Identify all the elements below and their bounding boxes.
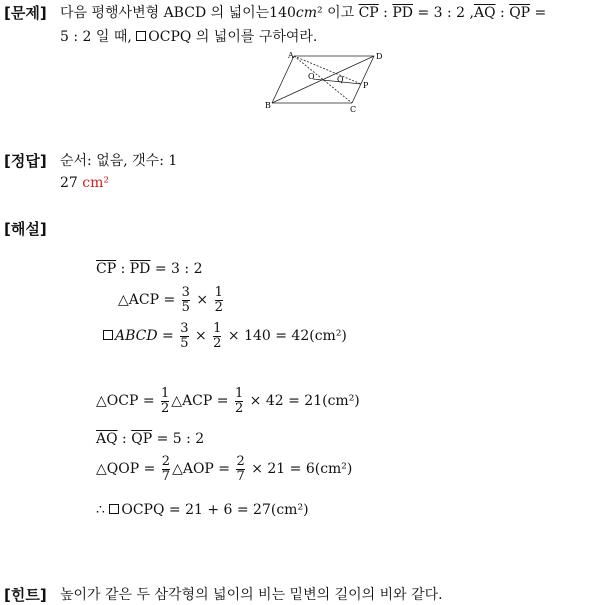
fraction xyxy=(215,286,223,314)
numerator: 1 xyxy=(234,386,244,401)
numerator: 1 xyxy=(161,386,170,401)
solution-step-4 xyxy=(96,387,360,415)
segment-aq: $\overline{AQ}$ xyxy=(473,5,496,21)
denominator: 5 xyxy=(181,299,190,315)
segment-ap xyxy=(294,56,361,84)
problem-text-c: = 3 : 2 , xyxy=(413,5,474,21)
problem-text-line2 xyxy=(60,26,317,46)
square-symbol-icon xyxy=(109,504,119,514)
edge-dc xyxy=(352,56,374,103)
fraction xyxy=(180,322,188,350)
square-symbol-icon xyxy=(136,31,146,41)
fraction xyxy=(162,455,170,483)
ratio-value: = 3 : 2 xyxy=(150,261,203,277)
hint-text: 높이가 같은 두 삼각형의 넓이의 비는 밑변의 길이의 비와 같다. xyxy=(60,587,443,603)
segment-qp: $\overline{QP}$ xyxy=(131,431,153,447)
solution-step-2 xyxy=(118,286,225,314)
solution-step-5 xyxy=(96,431,204,447)
label-q: Q xyxy=(337,75,344,84)
unit-cm: cm xyxy=(295,5,318,21)
eq-rhs: × 42 = 21(cm²) xyxy=(245,393,360,410)
segment-qp: $\overline{QP}$ xyxy=(509,5,531,21)
ratio-colon: : xyxy=(378,5,393,21)
numerator: 3 xyxy=(180,321,189,336)
answer-line1: 순서: 없음, 갯수: 1 xyxy=(60,153,178,169)
label-a: A xyxy=(288,51,294,60)
denominator: 7 xyxy=(161,468,171,484)
denominator: 2 xyxy=(214,299,223,315)
segment-pd: $\overline{PD}$ xyxy=(129,261,151,277)
numerator: 1 xyxy=(213,321,222,336)
label-c: C xyxy=(350,105,357,114)
segment-cp: $\overline{CP}$ xyxy=(358,5,379,21)
ratio-colon: : xyxy=(116,261,130,277)
denominator: 2 xyxy=(234,400,244,416)
segment-pd: $\overline{PD}$ xyxy=(392,5,413,21)
hint-label: [힌트] xyxy=(4,586,47,604)
fraction xyxy=(236,455,244,483)
denominator: 7 xyxy=(236,468,245,484)
eq-lhs: ABCD = xyxy=(115,328,179,345)
numerator: 3 xyxy=(181,285,190,300)
label-d: D xyxy=(376,52,383,61)
denominator: 2 xyxy=(213,335,222,351)
denominator: 2 xyxy=(161,400,170,416)
problem-text-line1 xyxy=(60,2,546,22)
fraction xyxy=(161,387,169,415)
eq-rhs: OCPQ = 21 + 6 = 27(cm²) xyxy=(121,502,309,518)
fraction xyxy=(182,286,190,314)
solution-step-6 xyxy=(96,455,352,483)
numerator: 1 xyxy=(214,285,223,300)
solution-step-3 xyxy=(103,322,347,350)
problem-text-b: ² 이고 xyxy=(317,5,359,21)
answer-unit: cm² xyxy=(82,175,110,191)
eq-mid: △AOP = xyxy=(172,461,235,478)
label-o: O xyxy=(308,72,315,81)
numerator: 2 xyxy=(236,454,245,469)
eq-mid: △ACP = xyxy=(171,393,233,410)
solution-step-7 xyxy=(96,502,309,518)
label-p: P xyxy=(363,81,369,90)
solution-label: [해설] xyxy=(4,220,47,238)
ratio-value: = 5 : 2 xyxy=(152,431,205,447)
segment-cp: $\overline{CP}$ xyxy=(96,261,117,277)
square-symbol-icon xyxy=(103,330,113,340)
parallelogram-figure xyxy=(262,48,392,116)
times-sign: × xyxy=(190,328,212,345)
diagonal-bd xyxy=(272,56,374,103)
eq-rhs: × 140 = 42(cm²) xyxy=(223,328,347,345)
fraction xyxy=(213,322,221,350)
problem-text-2a: 5 : 2 일 때, xyxy=(60,29,137,45)
edge-ab xyxy=(272,56,294,103)
answer-label: [정답] xyxy=(4,152,47,170)
ratio-colon: : xyxy=(117,431,132,447)
eq-rhs: × 21 = 6(cm²) xyxy=(246,461,353,478)
problem-text-2b: OCPQ 의 넓이를 구하여라. xyxy=(148,29,318,45)
problem-text-a: 다음 평행사변형 ABCD 의 넓이는140 xyxy=(60,5,296,21)
problem-label: [문제] xyxy=(4,4,47,22)
denominator: 5 xyxy=(180,335,189,351)
problem-text-d: = xyxy=(530,5,547,21)
fraction xyxy=(235,387,243,415)
eq-lhs: △QOP = xyxy=(96,461,160,478)
numerator: 2 xyxy=(161,454,171,469)
eq-lhs: △ACP = xyxy=(118,292,180,309)
label-b: B xyxy=(265,101,271,110)
eq-lhs: △OCP = xyxy=(96,393,160,410)
solution-step-1 xyxy=(96,261,202,277)
answer-value-line xyxy=(60,175,109,191)
ratio-colon: : xyxy=(495,5,510,21)
times-sign: × xyxy=(191,292,213,309)
answer-value: 27 xyxy=(60,175,78,191)
therefore-sign: ∴ xyxy=(96,502,110,518)
segment-aq: $\overline{AQ}$ xyxy=(96,431,118,447)
